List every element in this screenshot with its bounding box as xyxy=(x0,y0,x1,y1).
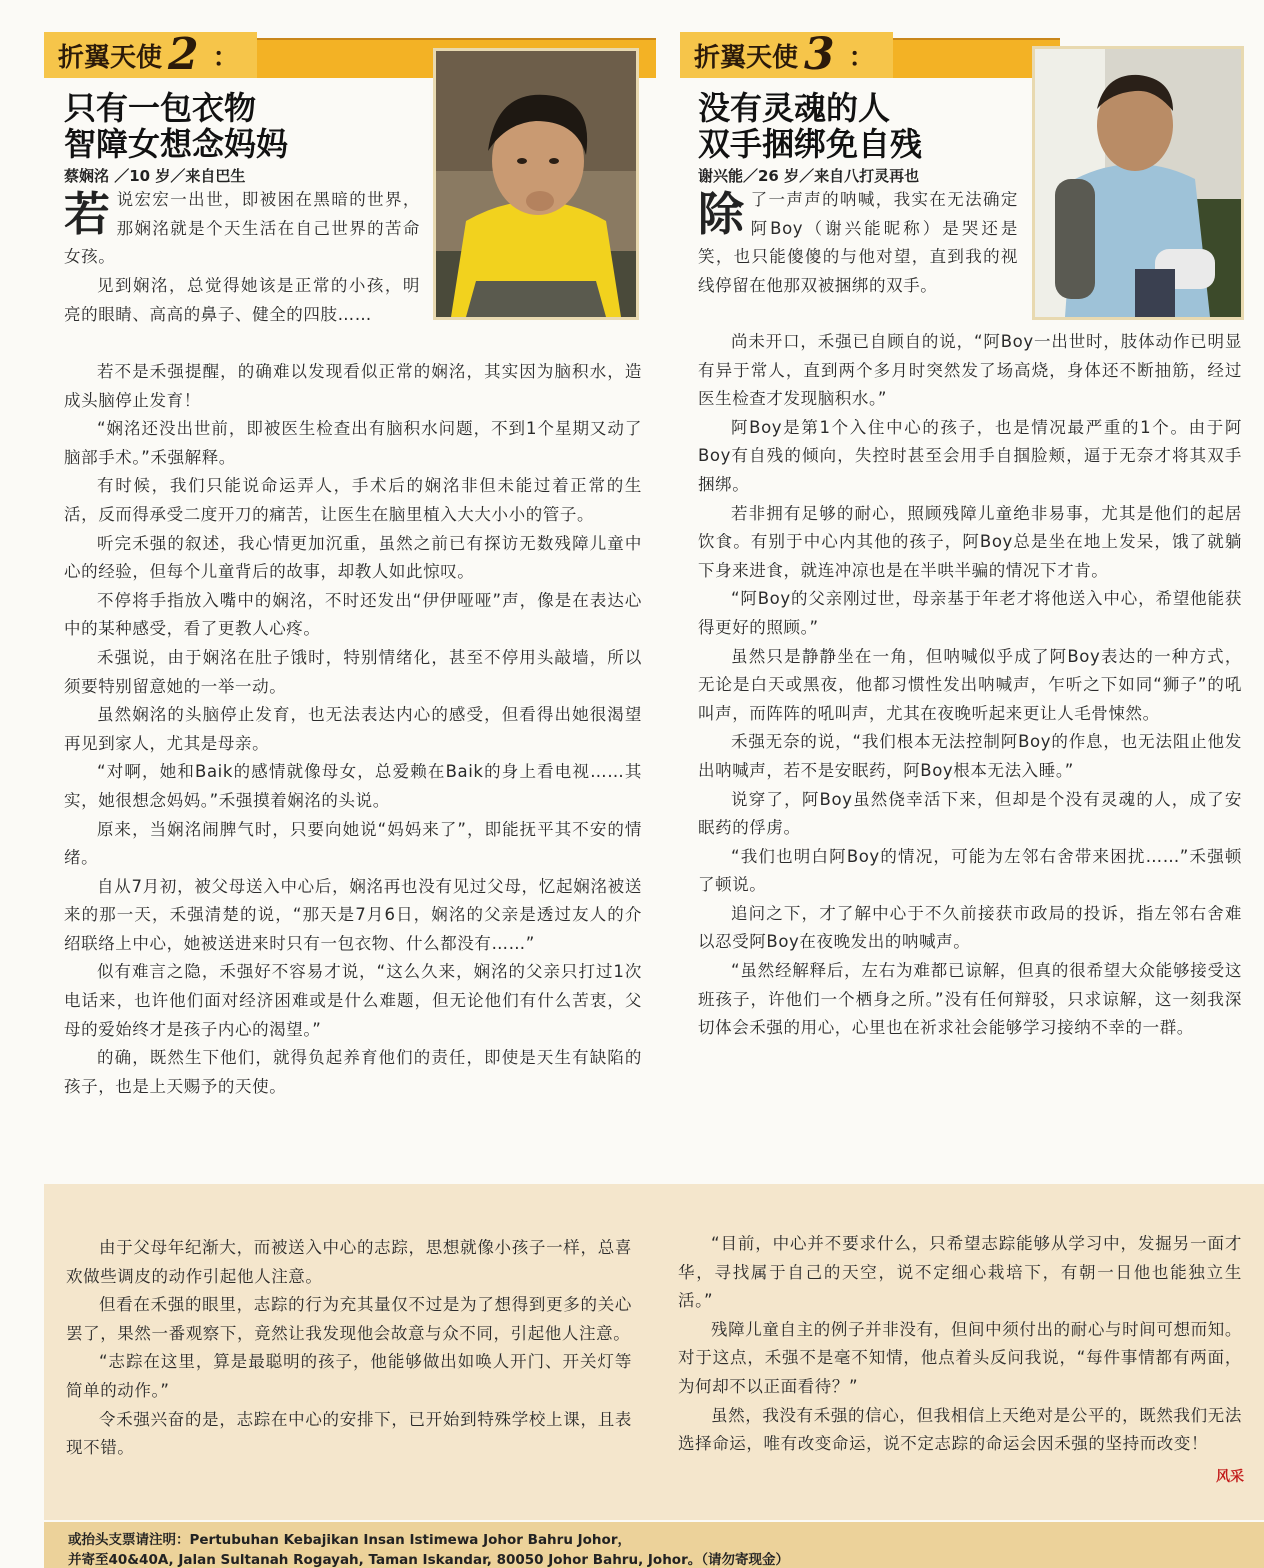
right-paragraph: 尚未开口，禾强已自顾自的说，“阿Boy一出世时，肢体动作已明显有异于常人，直到两个多月时突然发了场高烧，身体还不断抽筋，经过医生检查才发现脑积水。” xyxy=(698,332,1242,409)
left-banner-title xyxy=(44,29,257,80)
bottom-left-paragraph: “志踪在这里，算是最聪明的孩子，他能够做出如唤人开门、开关灯等简单的动作。” xyxy=(66,1352,632,1400)
bottom-right-paragraph: “目前，中心并不要求什么，只希望志踪能够从学习中，发掘另一面才华，寻找属于自己的天空，说不定细心栽培下，有朝一日他也能独立生活。” xyxy=(678,1234,1242,1311)
right-paragraph: 若非拥有足够的耐心，照顾残障儿童绝非易事，尤其是他们的起居饮食。有别于中心内其他的孩子，阿Boy总是坐在地上发呆，饿了就躺下身来进食，就连冲凉也是在半哄半骗的情况下才肯。 xyxy=(698,503,1242,580)
bottom-left-paragraph: 由于父母年纪渐大，而被送入中心的志踪，思想就像小孩子一样，总喜欢做些调皮的动作引起他人注意。 xyxy=(66,1238,632,1286)
girl-portrait-image xyxy=(436,51,636,317)
right-banner-colon: ： xyxy=(848,42,875,73)
bottom-left-text xyxy=(66,1234,632,1463)
bottom-right-paragraph: 残障儿童自主的例子并非没有，但间中须付出的耐心与时间可想而知。对于这点，禾强不是毫不知情，他点着头反问我说，“每件事情都有两面，为何却不以正面看待？” xyxy=(678,1319,1242,1396)
left-paragraph: 有时候，我们只能说命运弄人，手术后的娴洺非但未能过着正常的生活，反而得承受二度开刀的痛苦，让医生在脑里植入大大小小的管子。 xyxy=(64,476,642,524)
man-portrait-image xyxy=(1035,49,1241,317)
footer-line-2: 并寄至40&40A, Jalan Sultanah Rogayah, Taman Iskandar, 80050 Johor Bahru, Johor。（请勿寄现金） xyxy=(68,1552,789,1568)
left-byline: 蔡娴洺 ／10 岁／来自巴生 xyxy=(64,167,246,185)
right-banner-number: 3 xyxy=(804,29,835,80)
left-paragraph: 若不是禾强提醒，的确难以发现看似正常的娴洺，其实因为脑积水，造成头脑停止发育！ xyxy=(64,362,642,410)
right-paragraph: 追问之下，才了解中心于不久前接获市政局的投诉，指左邻右舍难以忍受阿Boy在夜晚发出的呐喊声。 xyxy=(698,903,1242,952)
right-intro-text: 了一声声的呐喊，我实在无法确定阿Boy（谢兴能昵称）是哭还是笑，也只能傻傻的与他对望，直到我的视线停留在他那双被捆绑的双手。 xyxy=(698,190,1018,295)
right-headline-line2: 双手捆绑免自残 xyxy=(698,125,923,163)
footer-line-1: 或抬头支票请注明：Pertubuhan Kebajikan Insan Istimewa Johor Bahru Johor， xyxy=(68,1532,631,1548)
bottom-right-paragraph: 虽然，我没有禾强的信心，但我相信上天绝对是公平的，既然我们无法选择命运，唯有改变命运，说不定志踪的命运会因禾强的坚持而改变！ xyxy=(678,1405,1242,1454)
right-byline: 谢兴能／26 岁／来自八打灵再也 xyxy=(698,167,920,185)
left-body xyxy=(64,358,642,1101)
right-body xyxy=(698,328,1242,1043)
right-intro xyxy=(698,186,1018,300)
left-intro-text: 说宏宏一出世，即被困在黑暗的世界，那娴洺就是个天生活在自己世界的苦命女孩。 xyxy=(64,190,420,267)
footer-bar xyxy=(44,1522,1264,1568)
left-paragraph: 听完禾强的叙述，我心情更加沉重，虽然之前已有探访无数残障儿童中心的经验，但每个儿童背后的故事，却教人如此惊叹。 xyxy=(64,533,642,582)
right-paragraph: 阿Boy是第1个入住中心的孩子，也是情况最严重的1个。由于阿Boy有自残的倾向，失控时甚至会用手自掴脸颊，逼于无奈才将其双手捆绑。 xyxy=(698,417,1242,494)
left-photo-girl xyxy=(433,48,639,320)
publisher-stamp: 风采 xyxy=(1216,1469,1244,1485)
left-paragraph: 不停将手指放入嘴中的娴洺，不时还发出“伊伊哑哑”声，像是在表达心中的某种感受，看了更教人心疼。 xyxy=(64,590,642,639)
left-paragraph: 见到娴洺，总觉得她该是正常的小孩，明亮的眼睛、高高的鼻子、健全的四肢…… xyxy=(64,276,420,324)
left-banner-colon: ： xyxy=(212,42,239,73)
left-paragraph: “对啊，她和Baik的感情就像母女，总爱赖在Baik的身上看电视……其实，她很想念妈妈。”禾强摸着娴洺的头说。 xyxy=(64,762,642,810)
left-dropcap: 若 xyxy=(64,187,111,241)
left-intro xyxy=(64,186,420,272)
right-headline xyxy=(698,90,922,162)
right-photo-man xyxy=(1032,46,1244,320)
left-paragraph: 的确，既然生下他们，就得负起养育他们的责任，即使是天生有缺陷的孩子，也是上天赐予的天使。 xyxy=(64,1048,642,1096)
left-headline-line1: 只有一包衣物 xyxy=(64,89,257,127)
bottom-left-paragraph: 令禾强兴奋的是，志踪在中心的安排下，已开始到特殊学校上课，且表现不错。 xyxy=(66,1409,632,1458)
right-banner-title xyxy=(680,29,893,80)
right-banner xyxy=(680,29,1060,80)
left-paragraph: 禾强说，由于娴洺在肚子饿时，特别情绪化，甚至不停用头敲墙，所以须要特别留意她的一举一动。 xyxy=(64,647,642,696)
right-dropcap: 除 xyxy=(698,187,745,241)
bottom-left-paragraph: 但看在禾强的眼里，志踪的行为充其量仅不过是为了想得到更多的关心罢了，果然一番观察下，竟然让我发现他会故意与众不同，引起他人注意。 xyxy=(66,1295,632,1343)
left-banner-label: 折翼天使 xyxy=(58,42,163,73)
left-paragraph: “娴洺还没出世前，即被医生检查出有脑积水问题，不到1个星期又动了脑部手术。”禾强解释。 xyxy=(64,419,642,467)
left-paragraph: 似有难言之隐，禾强好不容易才说，“这么久来，娴洺的父亲只打过1次电话来，也许他们面对经济困难或是什么难题，但无论他们有什么苦衷，父母的爱始终才是孩子内心的渴望。” xyxy=(64,962,642,1039)
right-banner-label: 折翼天使 xyxy=(694,42,799,73)
left-banner-number: 2 xyxy=(168,29,199,80)
left-headline-line2: 智障女想念妈妈 xyxy=(64,125,289,163)
right-paragraph: 禾强无奈的说，“我们根本无法控制阿Boy的作息，也无法阻止他发出呐喊声，若不是安眠药，阿Boy根本无法入睡。” xyxy=(698,732,1242,780)
left-body-narrow xyxy=(64,272,420,329)
left-paragraph: 自从7月初，被父母送入中心后，娴洺再也没有见过父母，忆起娴洺被送来的那一天，禾强清楚的说，“那天是7月6日，娴洺的父亲是透过友人的介绍联络上中心，她被送进来时只有一包衣物、什么都没有……” xyxy=(64,876,642,953)
right-paragraph: “我们也明白阿Boy的情况，可能为左邻右舍带来困扰……”禾强顿了顿说。 xyxy=(698,846,1242,895)
bottom-right-text xyxy=(678,1230,1242,1459)
right-headline-line1: 没有灵魂的人 xyxy=(698,89,891,127)
right-paragraph: “虽然经解释后，左右为难都已谅解，但真的很希望大众能够接受这班孩子，许他们一个栖身之所。”没有任何辩驳，只求谅解，这一刻我深切体会禾强的用心，心里也在祈求社会能够学习接纳不幸的一群。 xyxy=(698,961,1242,1038)
right-paragraph: “阿Boy的父亲刚过世，母亲基于年老才将他送入中心，希望他能获得更好的照顾。” xyxy=(698,589,1242,637)
left-paragraph: 虽然娴洺的头脑停止发育，也无法表达内心的感受，但看得出她很渴望再见到家人，尤其是母亲。 xyxy=(64,705,642,753)
left-headline xyxy=(64,90,288,162)
right-paragraph: 说穿了，阿Boy虽然侥幸活下来，但却是个没有灵魂的人，成了安眠药的俘虏。 xyxy=(698,789,1242,838)
left-paragraph: 原来，当娴洺闹脾气时，只要向她说“妈妈来了”，即能抚平其不安的情绪。 xyxy=(64,819,642,868)
right-paragraph: 虽然只是静静坐在一角，但呐喊似乎成了阿Boy表达的一种方式，无论是白天或黑夜，他都习惯性发出呐喊声，乍听之下如同“狮子”的吼叫声，而阵阵的吼叫声，尤其在夜晚听起来更让人毛骨悚然。 xyxy=(698,646,1242,723)
